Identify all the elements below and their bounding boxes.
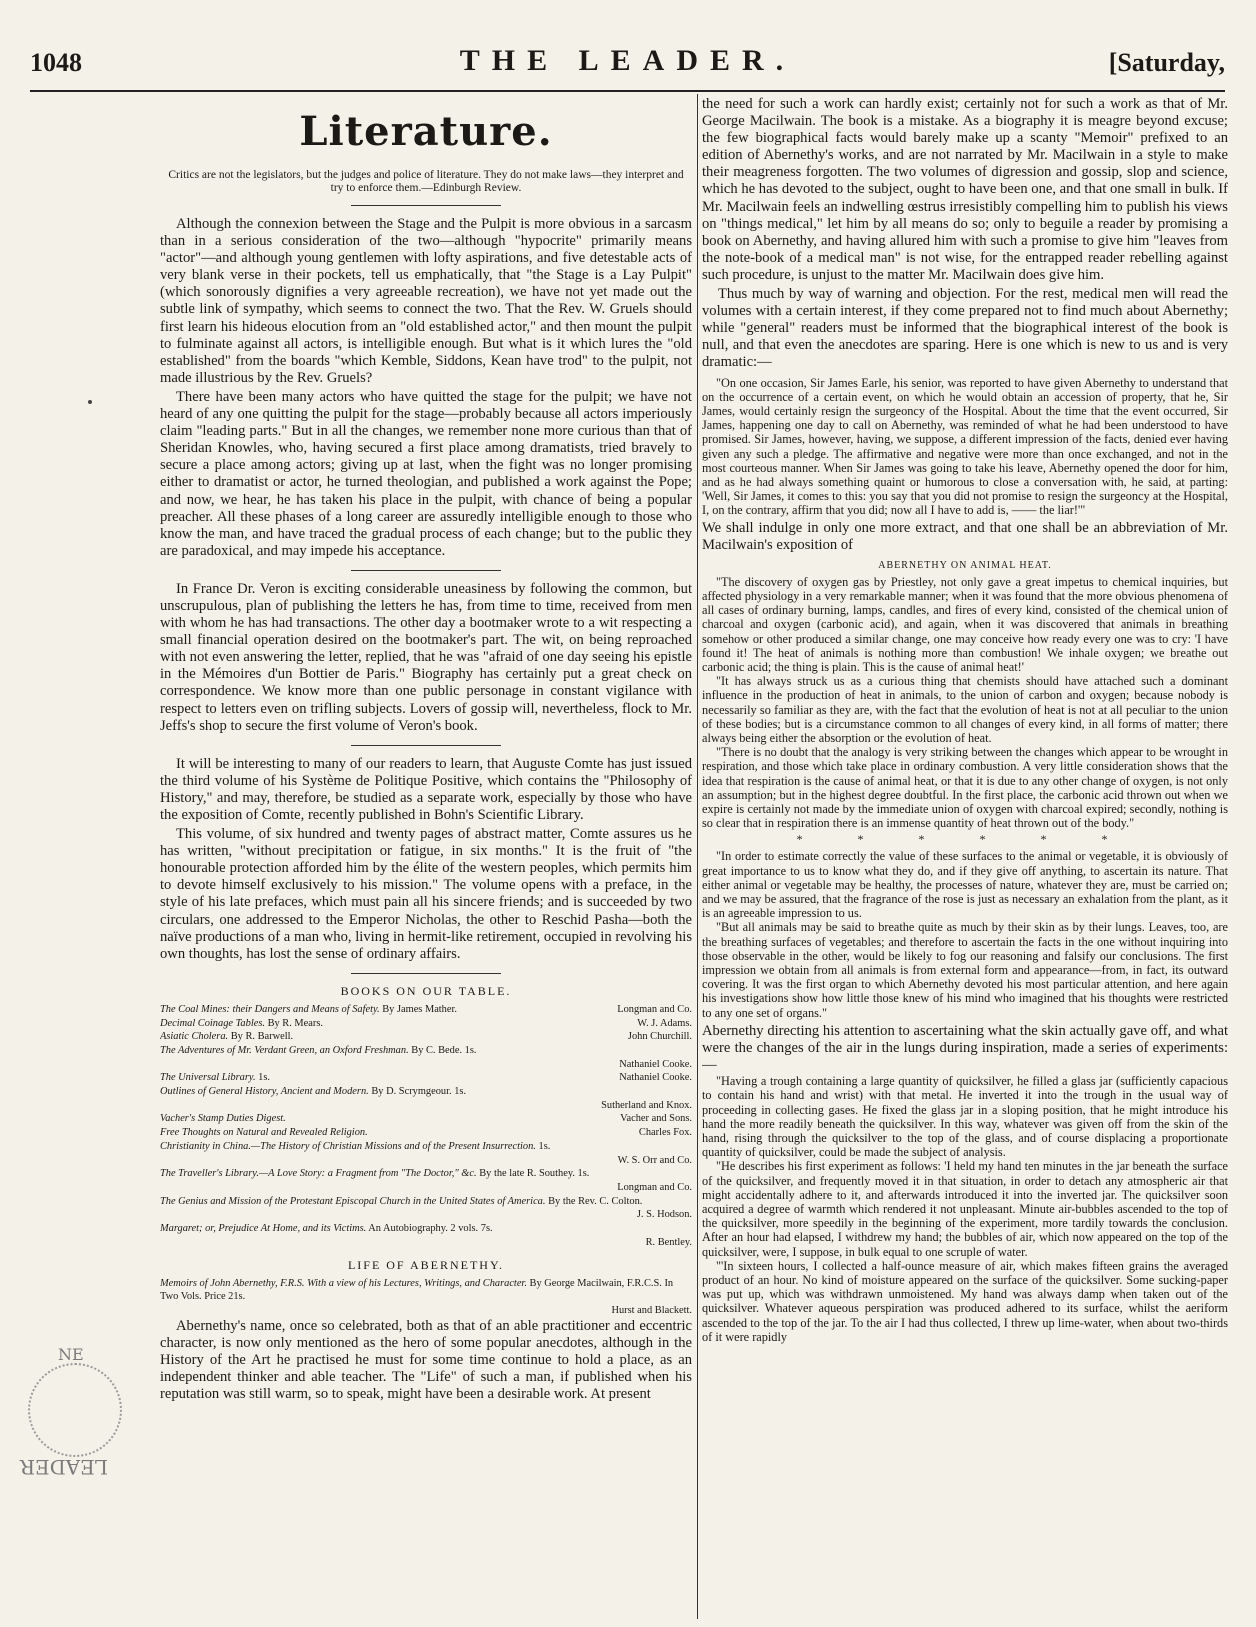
divider <box>351 205 501 206</box>
book-publisher: W. S. Orr and Co. <box>617 1154 692 1166</box>
book-entry <box>160 1222 692 1249</box>
book-publisher: Longman and Co. <box>617 1181 692 1193</box>
books-heading: BOOKS ON OUR TABLE. <box>340 983 512 998</box>
book-author: By James Mather. <box>382 1003 457 1015</box>
article-paragraph: Although the connexion between the Stage and the Pulpit is more obvious in a sarcasm than in a serious consideration of the two—although "hypocrite" primarily means "actor"—and although young gentlemen with lofty aspirations, and five detestable acts of very blank verse in their pockets, tell us emphatically, that "the Stage is a Lay Pulpit" (which sonorously dignifies a very agreeable recreation), we have not yet made out the subtle link of sympathy, which seems to connect the two. That the Rev. W. Gruels should first learn his hideous elocution from an "old established actor," and then mount the pulpit to fulminate against all actors, is intelligible enough. But what is it which lures the "old established" from the boards "which Kemble, Siddons, Kean have trod" to the pulpit, not made illustrious by the Rev. Gruels? <box>160 216 692 386</box>
book-title: The Coal Mines: their Dangers and Means of Safety. <box>160 1003 380 1015</box>
book-entry <box>160 1071 692 1085</box>
page-header <box>30 40 1225 90</box>
quoted-passage: "It has always struck us as a curious thing that chemists should have attached such a dominant influence in the production of heat in animals, to the union of carbon and oxygen; because nobody is necessarily so familiar as they are, with the fact that the evolution of heat is not at all peculiar to the union of these bodies; but is a circumstance common to all changes of every kind, in all forms of matter; there always being either the absorption or the evolution of heat. <box>702 674 1228 745</box>
book-publisher: Sutherland and Knox. <box>601 1099 692 1111</box>
book-publisher: R. Bentley. <box>645 1236 692 1248</box>
book-entry <box>160 1140 692 1167</box>
book-author: By D. Scrymgeour. 1s. <box>371 1086 467 1098</box>
book-title: Christianity in China.—The History of Christian Missions and of the Present Insurrection. <box>160 1140 536 1152</box>
article-paragraph: Abernethy directing his attention to ascertaining what the skin actually gave off, and what were the changes of the air in the lungs during inspiration, made a series of experiments:— <box>702 1022 1228 1073</box>
book-publisher: Longman and Co. <box>617 1003 692 1015</box>
article-paragraph: In France Dr. Veron is exciting considerable uneasiness by following the common, but unscrupulous, plan of publishing the letters he has, from time to time, received from men with whom he has had transactions. The other day a bootmaker wrote to a wit respecting a small financial operation desired on the bootmaker's part. The wit, on being reproached with not even answering the letter, replied, that he was "afraid of one day seeing his epistle in the Mémoires d'un Bottier de Paris." Biography has certainly put a great check on correspondence. We know more than one public personage in constant vigilance with respect to letters even on trifling subjects. Lovers of gossip will, nevertheless, flock to Mr. Jeffs's shop to secure the first volume of Veron's book. <box>160 580 692 734</box>
left-column <box>160 96 692 1616</box>
article-paragraph: We shall indulge in only one more extract, and that one shall be an abbreviation of Mr. Macilwain's exposition of <box>702 519 1228 553</box>
article-paragraph: Thus much by way of warning and objection. For the rest, medical men will read the volumes with a certain interest, if they come prepared not to find much about Abernethy; while "general" readers must be informed that the biographical interest of the book is null, and that even the anecdotes are sparing. Here is one which is new to us and is very dramatic:— <box>702 286 1228 371</box>
subsection-heading: ABERNETHY ON ANIMAL HEAT. <box>878 559 1052 571</box>
book-author: By R. Barwell. <box>230 1031 294 1043</box>
header-rule <box>30 90 1225 92</box>
book-entry <box>160 1030 692 1044</box>
book-title: The Universal Library. <box>160 1072 256 1084</box>
quoted-passage: "He describes his first experiment as follows: 'I held my hand ten minutes in the jar beneath the surface of the quicksilver, and frequently moved it in that situation, in order to detach any atmospheric air that might accidentally adhere to it, and afterwards introduced it into the inverted jar. The quicksilver soon acquired a degree of warmth which rendered it not unpleasant. Minute air-bubbles ascended to the top of the quicksilver, more speedily in the beginning of the experiment, more tardily towards the conclusion. After an hour had elapsed, I withdrew my hand; the bubbles of air, which now appeared on the top of the quicksilver, were, I suppose, in bulk equal to one scruple of water. <box>702 1159 1228 1259</box>
book-entry <box>160 1085 692 1112</box>
quoted-passage: "The discovery of oxygen gas by Priestley, not only gave a great impetus to chemical inquiries, but affected physiology in a very remarkable manner; when it was found that the more obvious phenomena of all cases of ordinary burning, lamps, candles, and fires of every kind, consisted of the chemical union of charcoal and oxygen (carbonic acid), and again, when it was discovered that animals in breathing somehow or other produced a similar change, one may conceive how ready every one was to cry: 'I have found it! The heat of animals is nothing more than combustion! We inhale oxygen; we breathe out carbonic acid; the thing is plain. This is the cause of animal heat!' <box>702 574 1228 674</box>
article-paragraph: Abernethy's name, once so celebrated, both as that of an able practitioner and eccentric character, is now only mentioned as the hero of some popular anecdotes, although in the History of the Art he practised he must for some time continue to hold a place, as an independent thinker and able teacher. The "Life" of such a man, if published when his reputation was still warm, so to speak, might have been a desirable work. At present <box>160 1317 692 1402</box>
article-paragraph: This volume, of six hundred and twenty pages of abstract matter, Comte assures us he has written, "without precipitation or fatigue, in six months." It is the fruit of "the honourable protection afforded him by the élite of the western peoples, which permits him to devote himself exclusively to his mission." The volume opens with a preface, in the style of his late prefaces, which must pain all his sincere friends; and is succeeded by two circulars, one addressed to the Emperor Nicholas, the other to Reschid Pasha—both the naïve productions of a man who, living in hermit-like retirement, occupied in revolving his own thoughts, has lost the sense of ordinary affairs. <box>160 826 692 962</box>
page-number: 1048 <box>30 48 82 77</box>
book-title: The Genius and Mission of the Protestant Episcopal Church in the United States of America. <box>160 1195 546 1207</box>
book-publisher: Nathaniel Cooke. <box>619 1058 692 1070</box>
section-title: Literature. <box>299 108 553 155</box>
book-publisher: John Churchill. <box>627 1031 692 1043</box>
book-publisher: Nathaniel Cooke. <box>619 1072 692 1084</box>
stamp-text-bottom: LEADER <box>20 1455 109 1479</box>
book-author: By the late R. Southey. 1s. <box>479 1168 590 1180</box>
book-title: Asiatic Cholera. <box>160 1031 229 1043</box>
book-author: An Autobiography. 2 vols. 7s. <box>368 1223 493 1235</box>
book-publisher: Vacher and Sons. <box>620 1113 692 1125</box>
quoted-passage: "On one occasion, Sir James Earle, his senior, was reported to have given Abernethy to understand that on the occurrence of a certain event, on which he would obtain an accession of property, that he, Sir James, would certainly resign the surgeoncy of the Hospital. About the time that the event occurred, Sir James, happening one day to call on Abernethy, was reminded of what he had been understood to have promised. Sir James, however, having, we suppose, a different impression of the facts, denied ever having given any such a pledge. The affirmative and negative were more than once exchanged, and not in the most courteous manner. When Sir James was going to take his leave, Abernethy opened the door for him, and as he had always something quaint or humorous to close a conversation with, he said, at parting: 'Well, Sir James, it comes to this: you say that you did not promise to resign the surgeoncy at the Hospital, I, on the contrary, affirm that you did; now all I have to add is, —— the liar!'" <box>702 375 1228 518</box>
library-stamp <box>20 1345 140 1485</box>
masthead: THE LEADER. <box>459 44 796 77</box>
citation-title: Memoirs of John Abernethy, F.R.S. With a view of his Lectures, Writings, and Character. <box>160 1277 527 1289</box>
article-paragraph: the need for such a work can hardly exist; certainly not for such a work as that of Mr. George Macilwain. The book is a mistake. As a biography it is meagre beyond excuse; the few biographical facts would barely make up a scanty "Memoir" prefixed to an edition of Abernethy's works, and are not narrated by Mr. Macilwain in a style to make their meagreness forgotten. The two volumes of digression and gossip, slop and science, which he has devoted to the subject, ought to have been one, and that one small in bulk. If Mr. Macilwain feels an indwelling œstrus irresistibly compelling him to publish his views on "things medical," let him by all means do so; only to beguile a reader by promising a book on Abernethy, and having allured him with such a promise to give him "leaves from the note-book of a medical man" is not wise, for the entrapped reader rebelling against such procedure, is unjust to the matter Mr. Macilwain does give him. <box>702 96 1228 283</box>
book-title: Margaret; or, Prejudice At Home, and its Victims. <box>160 1223 367 1235</box>
quoted-passage: "'In sixteen hours, I collected a half-ounce measure of air, which makes fifteen grains the averaged product of an hour. No kind of moisture appeared on the surface of the quicksilver. Some sucking-paper was put up, which was withdrawn unmoistened. My hand was always damp when taken out of the quicksilver. Whatever aqueous perspiration was produced adhered to its surface, whilst the aeriform ascended to the top of the jar. To the air I had thus collected, I threw up lime-water, when about two-thirds of it were rapidly <box>702 1258 1228 1344</box>
book-title: The Adventures of Mr. Verdant Green, an Oxford Freshman. <box>160 1044 409 1056</box>
book-author: By C. Bede. 1s. <box>411 1044 477 1056</box>
stamp-text-top: NE <box>58 1345 84 1364</box>
life-citation <box>160 1277 692 1318</box>
book-publisher: J. S. Hodson. <box>636 1209 692 1221</box>
life-heading: LIFE OF ABERNETHY. <box>347 1257 505 1272</box>
divider <box>351 570 501 571</box>
quoted-passage: "In order to estimate correctly the value of these surfaces to the animal or vegetable, it is obviously of great importance to us to know what they do, and if they give off anything, to ascertain its nature. That either animal or vegetable may be healthy, the processes of nature, whatever they are, must be carried on; and we may be assured, that the fragrance of the rose is just as necessary an exhalation from the plant, as it is an agreeable impression to us. <box>702 849 1228 921</box>
book-entry <box>160 1195 692 1222</box>
article-paragraph: It will be interesting to many of our readers to learn, that Auguste Comte has just issued the third volume of his Système de Politique Positive, which contains the "Philosophy of History," and may, therefore, be studied as a separate work, especially by those who have the exposition of Comte, recently published in Bohn's Scientific Library. <box>160 755 692 823</box>
book-title: Decimal Coinage Tables. <box>160 1017 265 1029</box>
citation-publisher: Hurst and Blackett. <box>611 1304 692 1316</box>
column-divider <box>697 94 698 1619</box>
book-publisher: Charles Fox. <box>638 1127 692 1139</box>
book-entry <box>160 1017 692 1031</box>
right-column <box>702 96 1228 1616</box>
divider <box>351 745 501 746</box>
book-entry <box>160 1167 692 1194</box>
book-title: The Traveller's Library.—A Love Story: a Fragment from "The Doctor," &c. <box>160 1168 477 1180</box>
book-author: By the Rev. C. Colton. <box>548 1195 643 1207</box>
book-publisher: W. J. Adams. <box>637 1017 692 1029</box>
book-entry <box>160 1112 692 1126</box>
article-paragraph: There have been many actors who have quitted the stage for the pulpit; we have not heard of any one quitting the pulpit for the stage—probably because all actors imperiously claim "leading parts." But in all the changes, we remember none more curious than that of Sheridan Knowles, who, having secured a first place among dramatists, tried bravely to secure a place among actors; giving up at last, when the fight was no longer promising either to dramatist or actor, he turned theologian, and published a work against the Pope; and now, we hear, he has taken his place in the pulpit, with chance of being a popular preacher. All these phases of a long career are assuredly intelligible enough to those who know the man, and have traced the gradual process of each change; but to the public they are paradoxical, and may impede his acceptance. <box>160 388 692 559</box>
book-entry <box>160 1003 692 1017</box>
book-author: By R. Mears. <box>267 1017 323 1029</box>
stamp-ring <box>28 1363 122 1457</box>
book-author: 1s. <box>258 1072 270 1084</box>
quoted-passage: "But all animals may be said to breathe quite as much by their skin as by their lungs. Leaves, too, are the breathing surfaces of vegetables; and therefore to ascertain the facts in the one without inquiring into those observable in the other, would be likely to fog our reasoning and falsify our conclusions. The first impression we obtain from all animals is from external form and appearance—from, in fact, its outward covering. It was the first organ to which Abernethy devoted his most particular attention, and here again his investigations show how little those knew of his mind who imagined that his thoughts were restricted to any one set of organs." <box>702 920 1228 1020</box>
section-motto: Critics are not the legislators, but the judges and police of literature. They do not make laws—they interpret and try to enforce them.—Edinburgh Review. <box>168 169 684 194</box>
citation-author: By George Macilwain, F.R.C.S. In Two Vols. Price 21s. <box>160 1277 674 1303</box>
books-list <box>160 1003 692 1250</box>
book-title: Outlines of General History, Ancient and Modern. <box>160 1086 369 1098</box>
book-entry <box>160 1126 692 1140</box>
issue-day: [Saturday, <box>1108 48 1225 77</box>
divider <box>351 973 501 974</box>
book-title: Free Thoughts on Natural and Revealed Religion. <box>160 1127 368 1139</box>
section-stars: * * * * * * <box>796 832 1134 847</box>
book-author: 1s. <box>538 1140 551 1152</box>
book-entry <box>160 1044 692 1071</box>
quoted-passage: "Having a trough containing a large quantity of quicksilver, he filled a glass jar (sufficiently capacious to contain his hand and wrist) with that metal. He inverted it into the trough in the usual way of proceeding in collecting gases. He fixed the glass jar in a sloping position, that he might introduce his hand the more readily beneath the quicksilver. In this way, whatever was given off from the skin of the hand, rising through the quicksilver to the top of the glass, and of course displacing a proportionate quantity of quicksilver, could be made the subject of analysis. <box>702 1074 1228 1160</box>
quoted-passage: "There is no doubt that the analogy is very striking between the changes which appear to be wrought in respiration, and those which take place in ordinary combustion. A very little consideration shows that the idea that respiration is the cause of animal heat, or that it is due to any other change of oxygen, is not only an assumption; but in the highest degree doubtful. In the first place, the carbonic acid thrown out when we expire is certainly not made by the immediate union of oxygen with charcoal expired; secondly, nothing is so clear that in respiration there is an immense quantity of heat thrown out of the body." <box>702 745 1228 831</box>
margin-dot <box>88 400 92 404</box>
book-title: Vacher's Stamp Duties Digest. <box>160 1113 286 1125</box>
